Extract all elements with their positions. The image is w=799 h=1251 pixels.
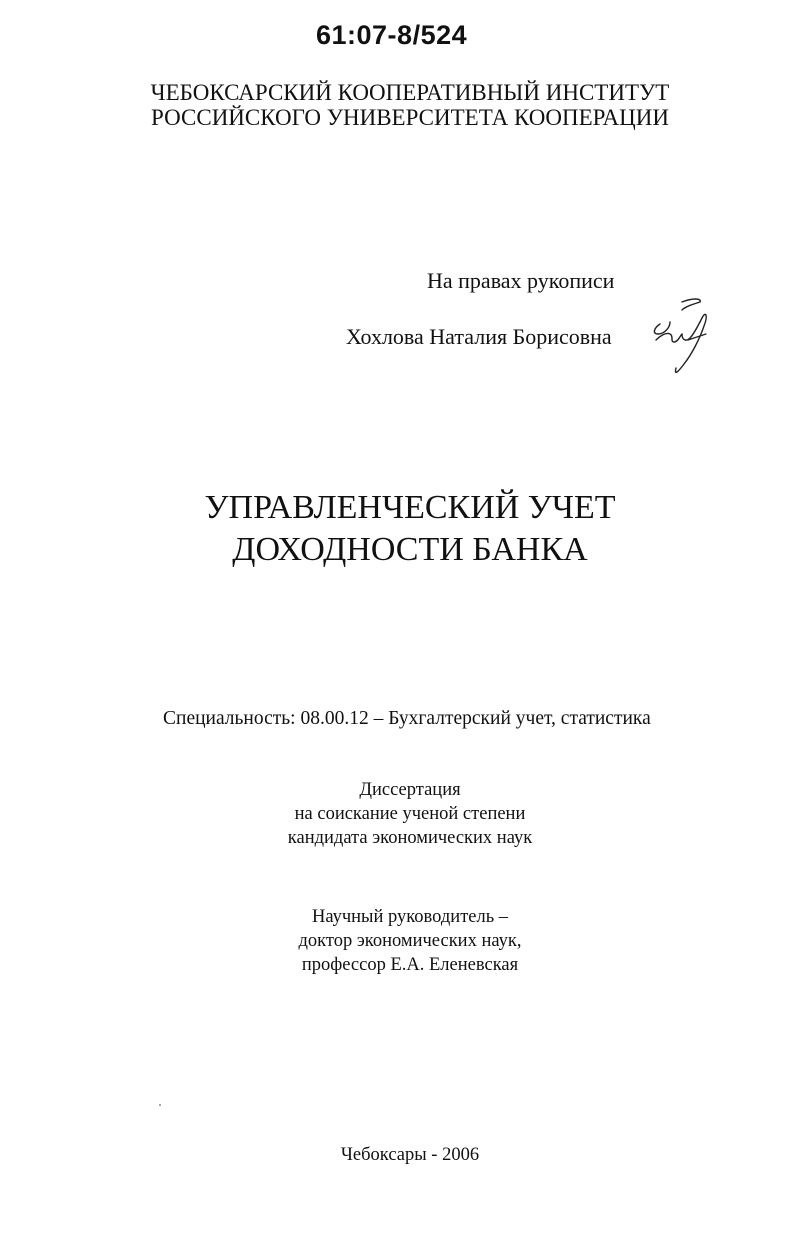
institute-name-line-2: РОССИЙСКОГО УНИВЕРСИТЕТА КООПЕРАЦИИ <box>151 105 669 130</box>
degree-line-1: Диссертация <box>359 780 461 800</box>
speciality-line: Специальность: 08.00.12 – Бухгалтерский учет, статистика <box>163 708 651 729</box>
catalog-code: 61:07-8/524 <box>316 20 468 50</box>
dissertation-title <box>150 487 670 571</box>
institute-name <box>150 80 670 130</box>
supervisor-line-3: профессор Е.А. Еленевская <box>301 955 519 975</box>
signature-icon <box>648 298 710 376</box>
institute-name-line-1: ЧЕБОКСАРСКИЙ КООПЕРАТИВНЫЙ ИНСТИТУТ <box>150 80 670 105</box>
degree-line-3: кандидата экономических наук <box>287 828 533 848</box>
title-line-1: УПРАВЛЕНЧЕСКИЙ УЧЕТ <box>204 489 616 526</box>
degree-line-2: на соискание ученой степени <box>294 804 526 824</box>
degree-statement <box>200 778 620 850</box>
rights-note: На правах рукописи <box>427 268 615 293</box>
city-year: Чебоксары - 2006 <box>340 1145 480 1165</box>
supervisor-line-1: Научный руководитель – <box>311 907 509 927</box>
supervisor-block <box>200 905 620 977</box>
scan-speck <box>159 1104 161 1106</box>
author-name: Хохлова Наталия Борисовна <box>346 324 612 349</box>
title-line-2: ДОХОДНОСТИ БАНКА <box>232 531 588 568</box>
supervisor-line-2: доктор экономических наук, <box>298 931 522 951</box>
